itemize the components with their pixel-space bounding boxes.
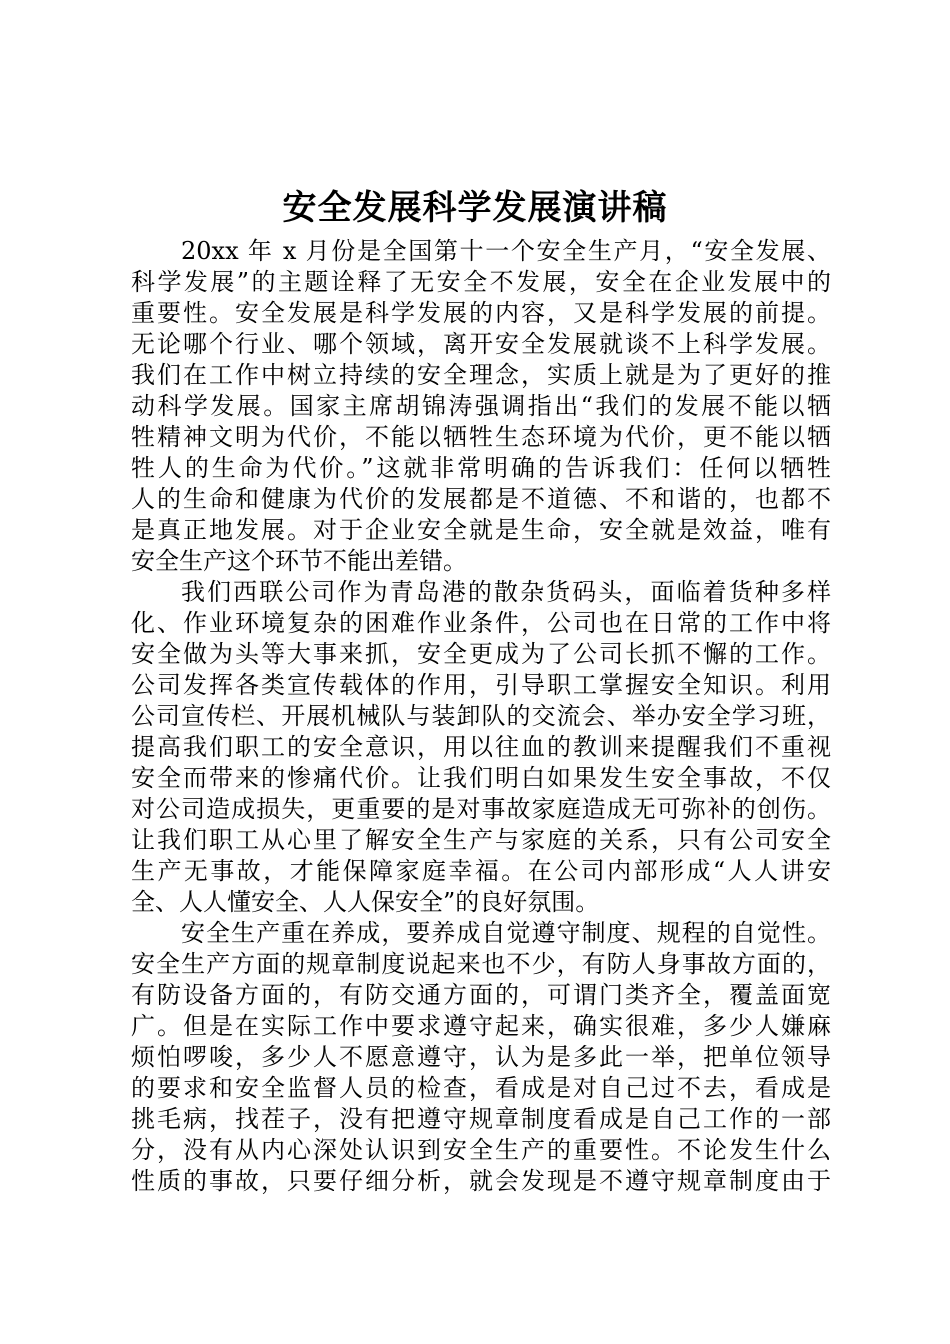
body-line: 烦怕啰唆，多少人不愿意遵守，认为是多此一举，把单位领导 [131,1043,831,1071]
body-line: 公司发挥各类宣传载体的作用，引导职工掌握安全知识。利用 [131,671,831,699]
body-line: 牲精神文明为代价，不能以牺牲生态环境为代价，更不能以牺 [131,423,831,451]
body-line: 让我们职工从心里了解安全生产与家庭的关系，只有公司安全 [131,826,831,854]
body-line: 科学发展”的主题诠释了无安全不发展，安全在企业发展中的 [131,268,831,296]
body-line: 我们在工作中树立持续的安全理念，实质上就是为了更好的推 [131,361,831,389]
body-line: 我们西联公司作为青岛港的散杂货码头，面临着货种多样 [181,578,831,606]
body-line: 安全做为头等大事来抓，安全更成为了公司长抓不懈的工作。 [131,640,831,668]
body-line: 的要求和安全监督人员的检查，看成是对自己过不去，看成是 [131,1074,831,1102]
body-line: 挑毛病，找茬子，没有把遵守规章制度看成是自己工作的一部 [131,1105,831,1133]
body-line: 20xx 年 x 月份是全国第十一个安全生产月，“安全发展、 [181,237,831,265]
body-line: 对公司造成损失，更重要的是对事故家庭造成无可弥补的创伤。 [131,795,831,823]
body-line: 分，没有从内心深处认识到安全生产的重要性。不论发生什么 [131,1136,831,1164]
body-line: 安全而带来的惨痛代价。让我们明白如果发生安全事故，不仅 [131,764,831,792]
body-line: 安全生产这个环节不能出差错。 [131,547,467,575]
body-line: 性质的事故，只要仔细分析，就会发现是不遵守规章制度由于 [131,1167,831,1195]
body-line: 提高我们职工的安全意识，用以往血的教训来提醒我们不重视 [131,733,831,761]
body-line: 广。但是在实际工作中要求遵守起来，确实很难，多少人嫌麻 [131,1012,831,1040]
body-line: 安全生产方面的规章制度说起来也不少，有防人身事故方面的， [131,950,831,978]
body-line: 生产无事故，才能保障家庭幸福。在公司内部形成“人人讲安 [131,857,831,885]
body-line: 是真正地发展。对于企业安全就是生命，安全就是效益，唯有 [131,516,831,544]
body-line: 重要性。安全发展是科学发展的内容，又是科学发展的前提。 [131,299,831,327]
body-line: 有防设备方面的，有防交通方面的，可谓门类齐全，覆盖面宽 [131,981,831,1009]
body-line: 无论哪个行业、哪个领域，离开安全发展就谈不上科学发展。 [131,330,831,358]
body-line: 公司宣传栏、开展机械队与装卸队的交流会、举办安全学习班， [131,702,831,730]
body-line: 动科学发展。国家主席胡锦涛强调指出“我们的发展不能以牺 [131,392,831,420]
body-line: 化、作业环境复杂的困难作业条件，公司也在日常的工作中将 [131,609,831,637]
body-line: 牲人的生命为代价。”这就非常明确的告诉我们：任何以牺牲 [131,454,831,482]
body-line: 安全生产重在养成，要养成自觉遵守制度、规程的自觉性。 [181,919,831,947]
body-line: 人的生命和健康为代价的发展都是不道德、不和谐的，也都不 [131,485,831,513]
document-body [131,236,831,1197]
body-line: 全、人人懂安全、人人保安全”的良好氛围。 [131,888,600,916]
document-title: 安全发展科学发展演讲稿 [282,188,668,228]
